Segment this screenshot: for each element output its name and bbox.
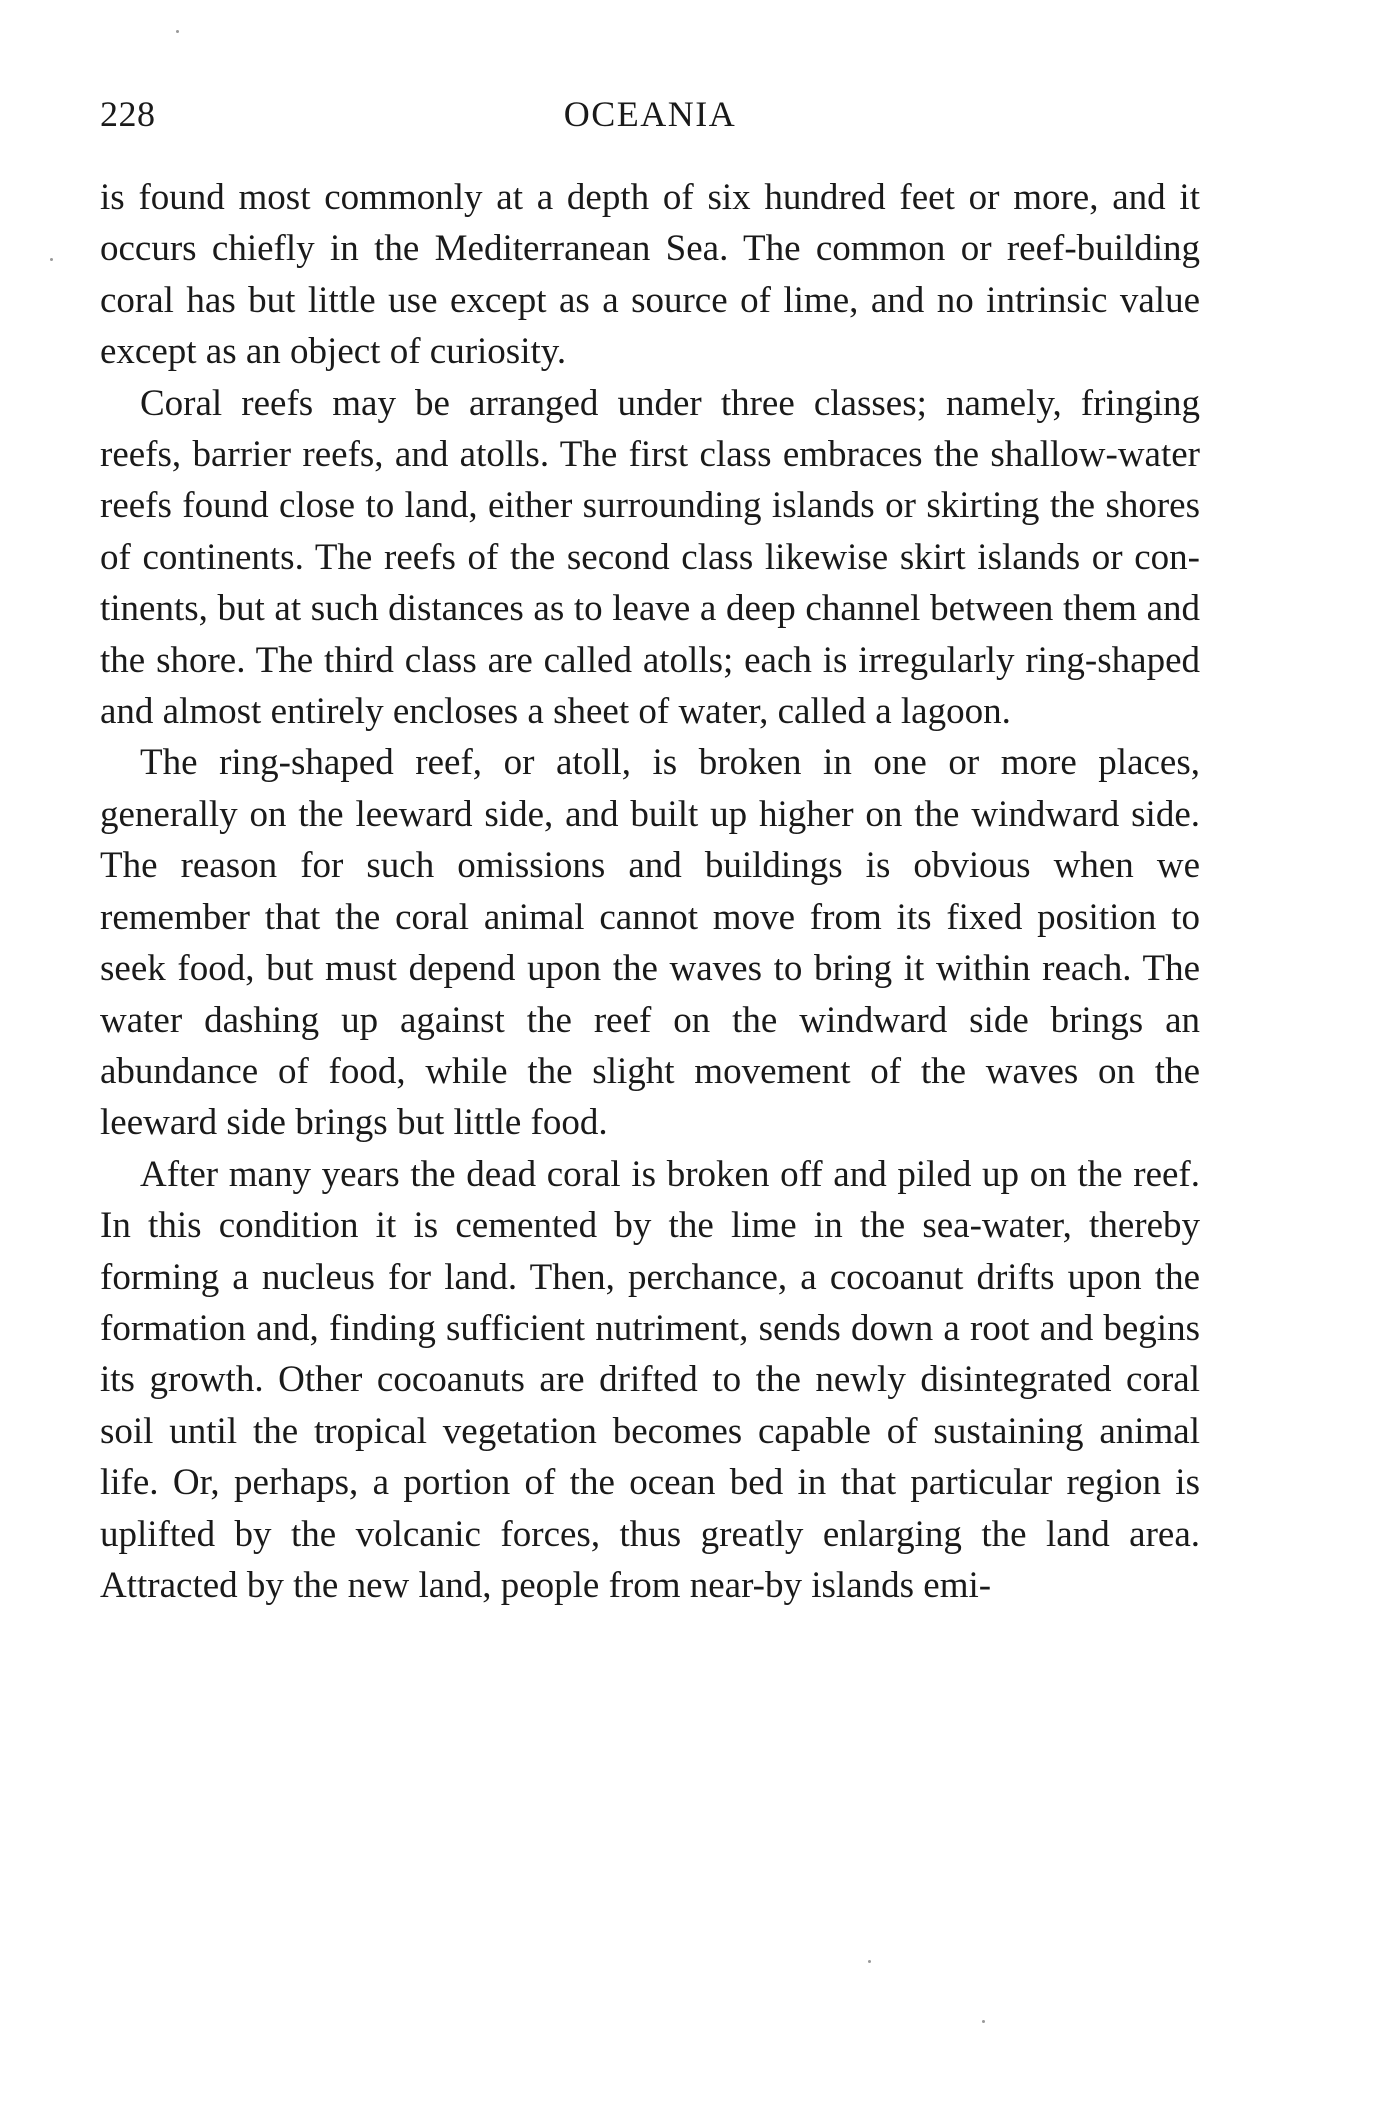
scan-speck — [868, 1960, 871, 1963]
scan-speck — [50, 258, 53, 261]
paragraph-coral-reef-classes: Coral reefs may be arranged under three classes; namely, fringing reefs, barrier reefs, and atolls. The first class embraces the shallow-water reefs found close to land, either surrounding islands or skirting the shores of continents. The reefs of the second class likewise skirt islands or continents, but at such distances as to leave a deep channel between them and the shore. The third class are called atolls; each is irregularly ring-shaped and almost entirely encloses a sheet of water, called a lagoon. — [100, 382, 1200, 733]
scan-speck — [982, 2020, 985, 2023]
body-text — [100, 172, 1200, 1611]
scan-speck — [176, 30, 179, 33]
page-number: 228 — [100, 94, 156, 134]
running-head — [100, 92, 1200, 136]
paragraph-land-formation: After many years the dead coral is broken off and piled up on the reef. In this condition it is cemented by the lime in the sea-water, thereby forming a nucleus for land. Then, perchance, a cocoanut drifts upon the formation and, finding sufficient nutriment, sends down a root and begins its growth. Other cocoanuts are drifted to the newly disintegrated coral soil until the tropical vegetation becomes capable of sustaining animal life. Or, perhaps, a portion of the ocean bed in that particular region is uplifted by the volcanic forces, thus greatly enlarging the land area. Attracted by the new land, people from near-by islands emi- — [100, 1153, 1200, 1606]
paragraph-continued: is found most commonly at a depth of six hundred feet or more, and it occurs chiefly in the Mediterranean Sea. The common or reef-building coral has but little use except as a source of lime, and no intrinsic value except as an object of curiosity. — [100, 177, 1200, 373]
paragraph-atoll-shape: The ring-shaped reef, or atoll, is broken in one or more places, generally on the leeward side, and built up higher on the windward side. The reason for such omissions and buildings is obvious when we remember that the coral animal cannot move from its fixed position to seek food, but must depend upon the waves to bring it within reach. The water dashing up against the reef on the windward side brings an abundance of food, while the slight movement of the waves on the leeward side brings but little food. — [100, 742, 1200, 1144]
chapter-title: OCEANIA — [563, 94, 737, 134]
